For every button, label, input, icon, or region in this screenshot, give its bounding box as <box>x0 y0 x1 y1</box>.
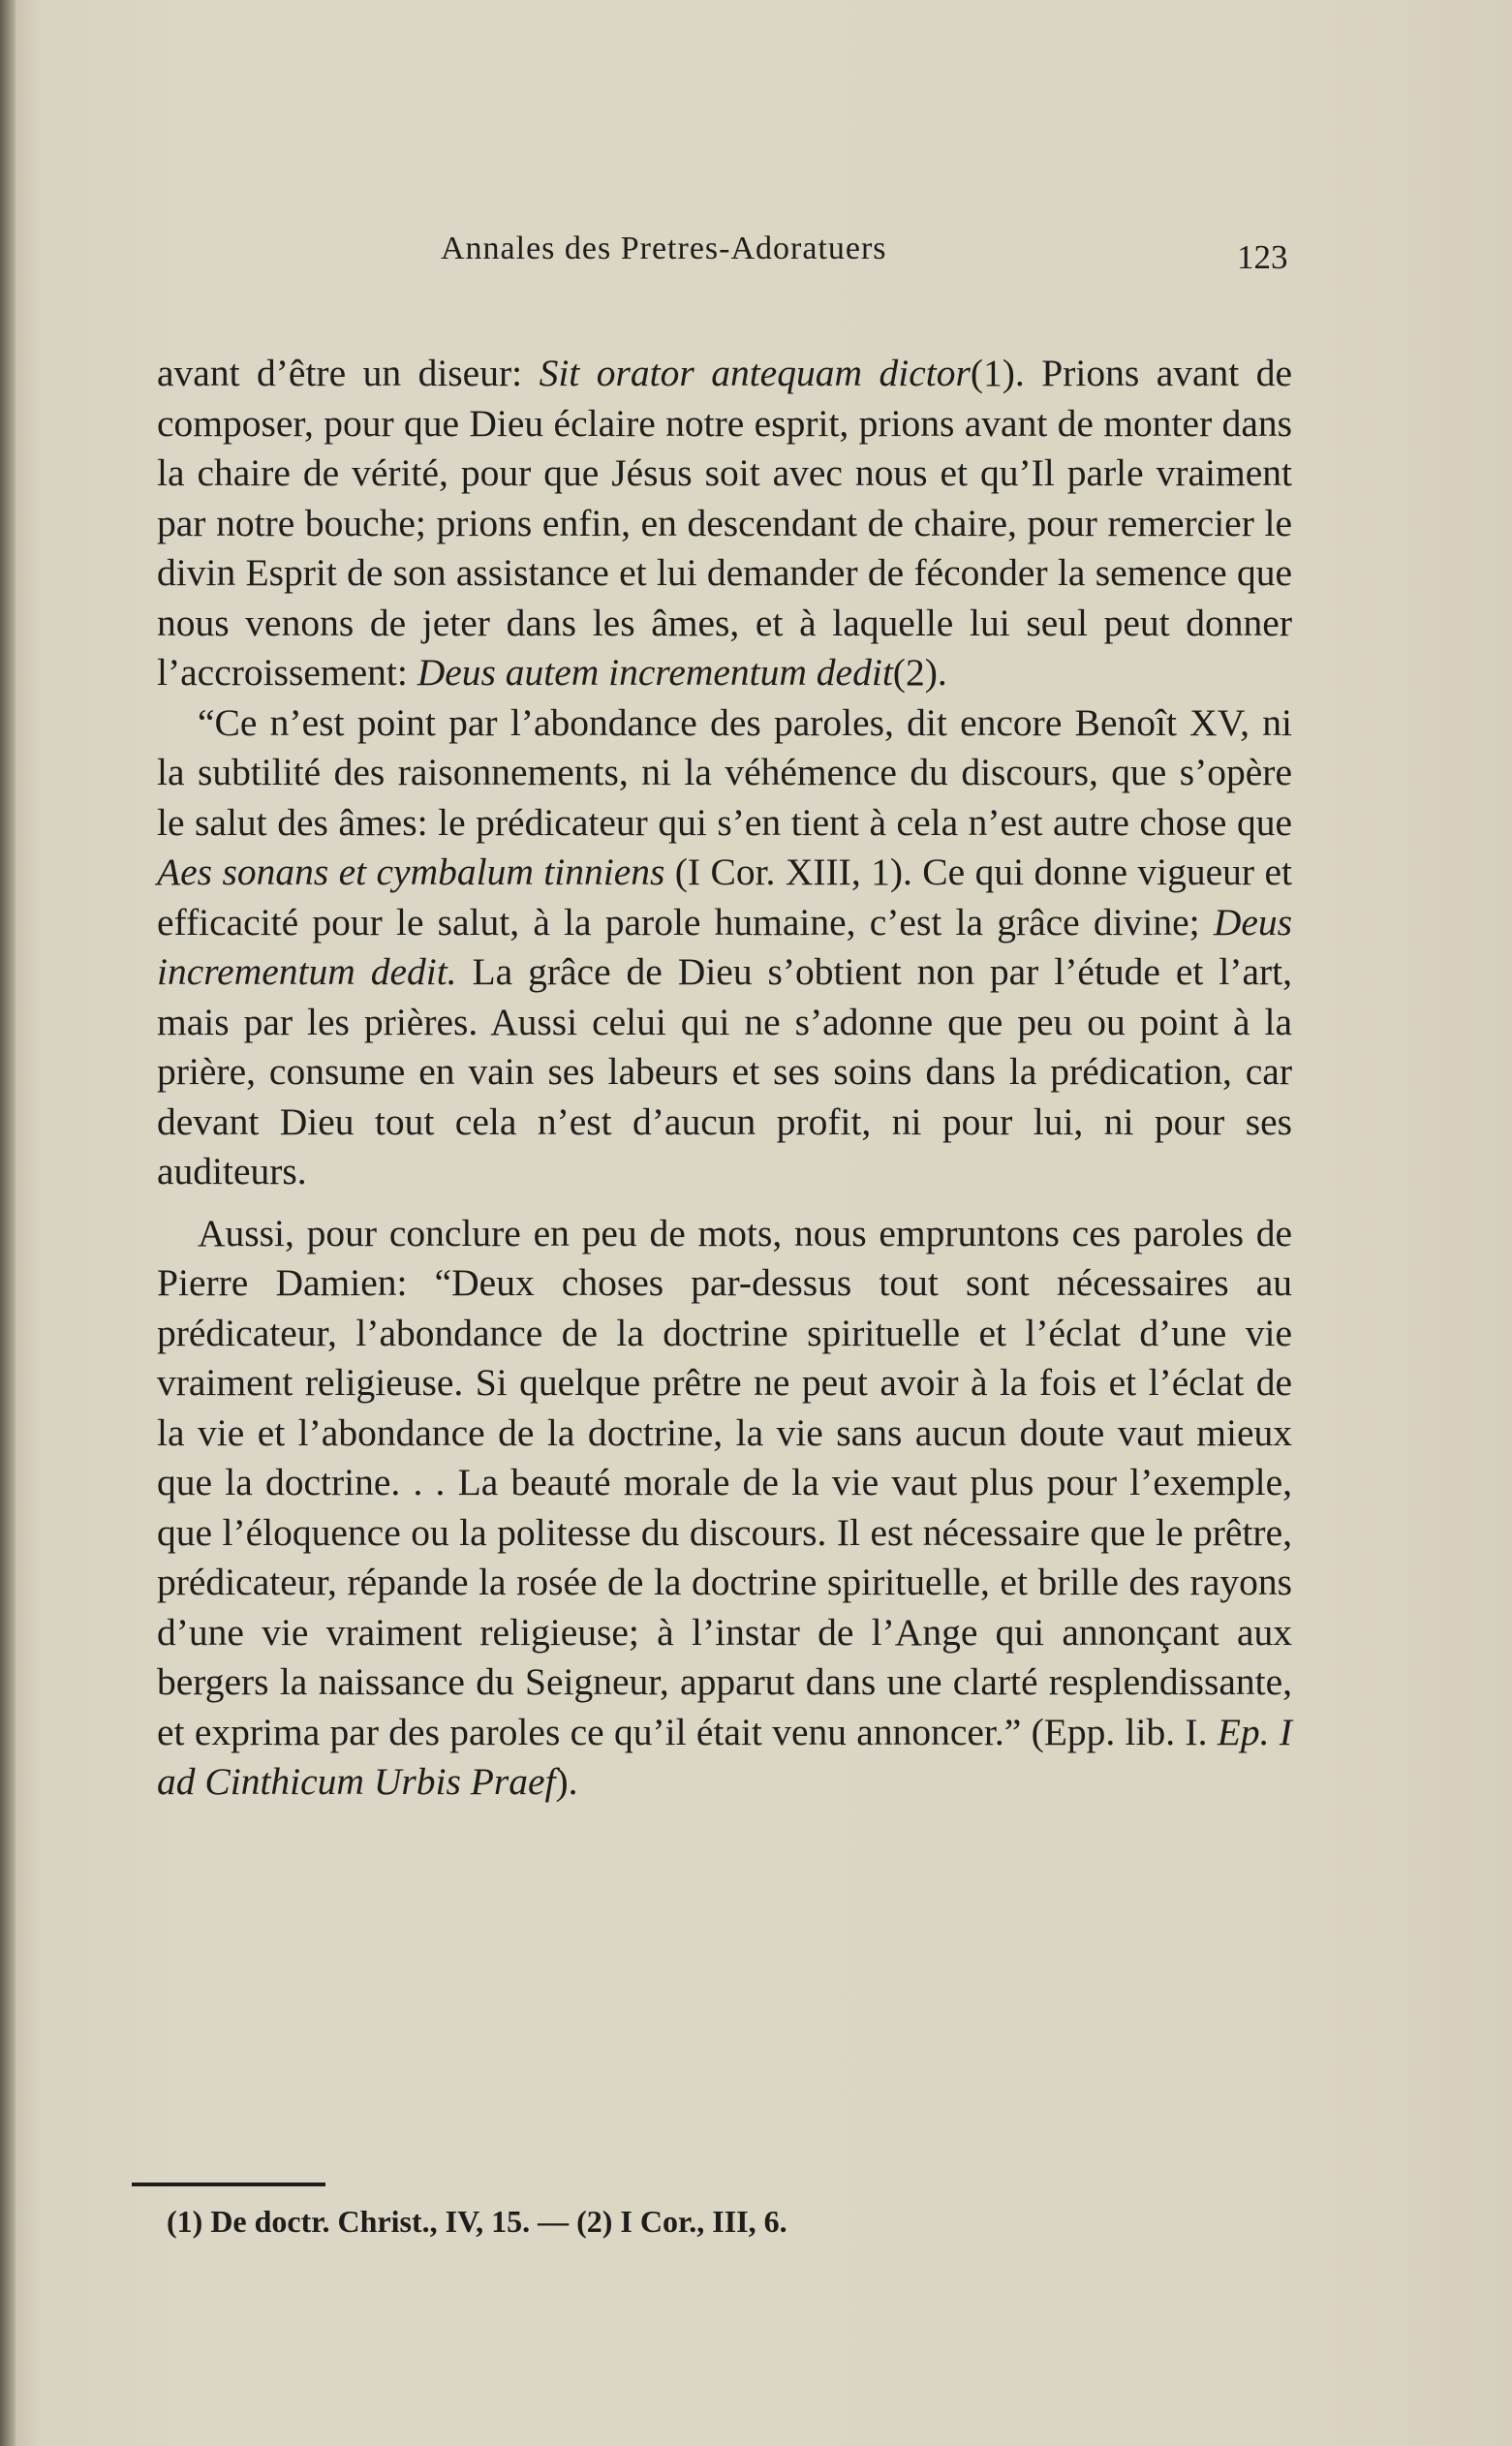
paragraph-1-text-a: avant d’être un diseur: <box>157 352 540 394</box>
paragraph-1-latin-quote-b: Deus autem incrementum dedit <box>417 651 893 694</box>
paragraph-2-text-b: (I Cor. XIII, 1). Ce qui donne vigueur et efficacité pour le salut, à la parole humaine, c’est la grâce divine; <box>157 851 1292 944</box>
body-text <box>157 349 1292 1808</box>
paragraph-3-latin-citation: Ep. I ad Cinthicum Urbis Praef <box>157 1710 1292 1803</box>
paragraph-2-text-a: “Ce n’est point par l’abondance des paroles, dit encore Benoît XV, ni la subtilité des raisonnements, ni la véhémence du discours, que s’opère le salut des âmes: le prédicateur qui s’en tient à cela n’est autre chose que <box>157 700 1292 844</box>
paragraph-2 <box>157 698 1292 1197</box>
footnotes: (1) De doctr. Christ., IV, 15. — (2) I Cor., III, 6. <box>167 2204 787 2239</box>
paragraph-1-text-b: (1). Prions avant de composer, pour que Dieu éclaire notre esprit, prions avant de monter dans la chaire de vérité, pour que Jésus soit avec nous et qu’Il parle vraiment par notre bouche; prions enfin, en descendant de chaire, pour remercier le divin Esprit de son assistance et lui demander de féconder la semence que nous venons de jeter dans les âmes, et à laquelle lui seul peut donner l’accroissement: <box>157 352 1292 694</box>
paragraph-3-text-b: ). <box>555 1760 578 1803</box>
paragraph-1 <box>157 349 1292 698</box>
book-spine-edge <box>0 0 15 2446</box>
paragraph-2-latin-quote-b: Deus incrementum dedit. <box>157 900 1292 993</box>
paragraph-1-latin-quote-a: Sit orator antequam dictor <box>539 352 971 394</box>
paragraph-3-text-a: Aussi, pour conclure en peu de mots, nous empruntons ces paroles de Pierre Damien: “Deux choses par-dessus tout sont nécessaires au prédicateur, l’abondance de la doctrine spirituelle et l’éclat d’une vie vraiment religieuse. Si quelque prêtre ne peut avoir à la fois et l’éclat de la vie et l’abondance de la doctrine, la vie sans aucun doute vaut mieux que la doctrine. . . La beauté morale de la vie vaut plus pour l’exemple, que l’éloquence ou la politesse du discours. Il est nécessaire que le prêtre, prédicateur, répande la rosée de la doctrine spirituelle, et brille des rayons d’une vie vraiment religieuse; à l’instar de l’Ange qui annonçant aux bergers la naissance du Seigneur, apparut dans une clarté resplendissante, et exprima par des paroles ce qu’il était venu annoncer.” (Epp. lib. I. <box>157 1211 1292 1753</box>
footnote-divider <box>132 2183 325 2186</box>
paragraph-1-text-c: (2). <box>892 651 947 694</box>
paragraph-2-latin-quote-a: Aes sonans et cymbalum tinniens <box>157 851 665 893</box>
running-title: Annales des Pretres-Adoratuers <box>441 231 887 266</box>
paragraph-2-text-c: La grâce de Dieu s’obtient non par l’étude et l’art, mais par les prières. Aussi celui qui ne s’adonne que peu ou point à la prière, consume en vain ses labeurs et ses soins dans la prédication, car devant Dieu tout cela n’est d’aucun profit, ni pour lui, ni pour ses auditeurs. <box>157 950 1292 1192</box>
paragraph-3 <box>157 1209 1292 1808</box>
page-number: 123 <box>1237 238 1288 276</box>
